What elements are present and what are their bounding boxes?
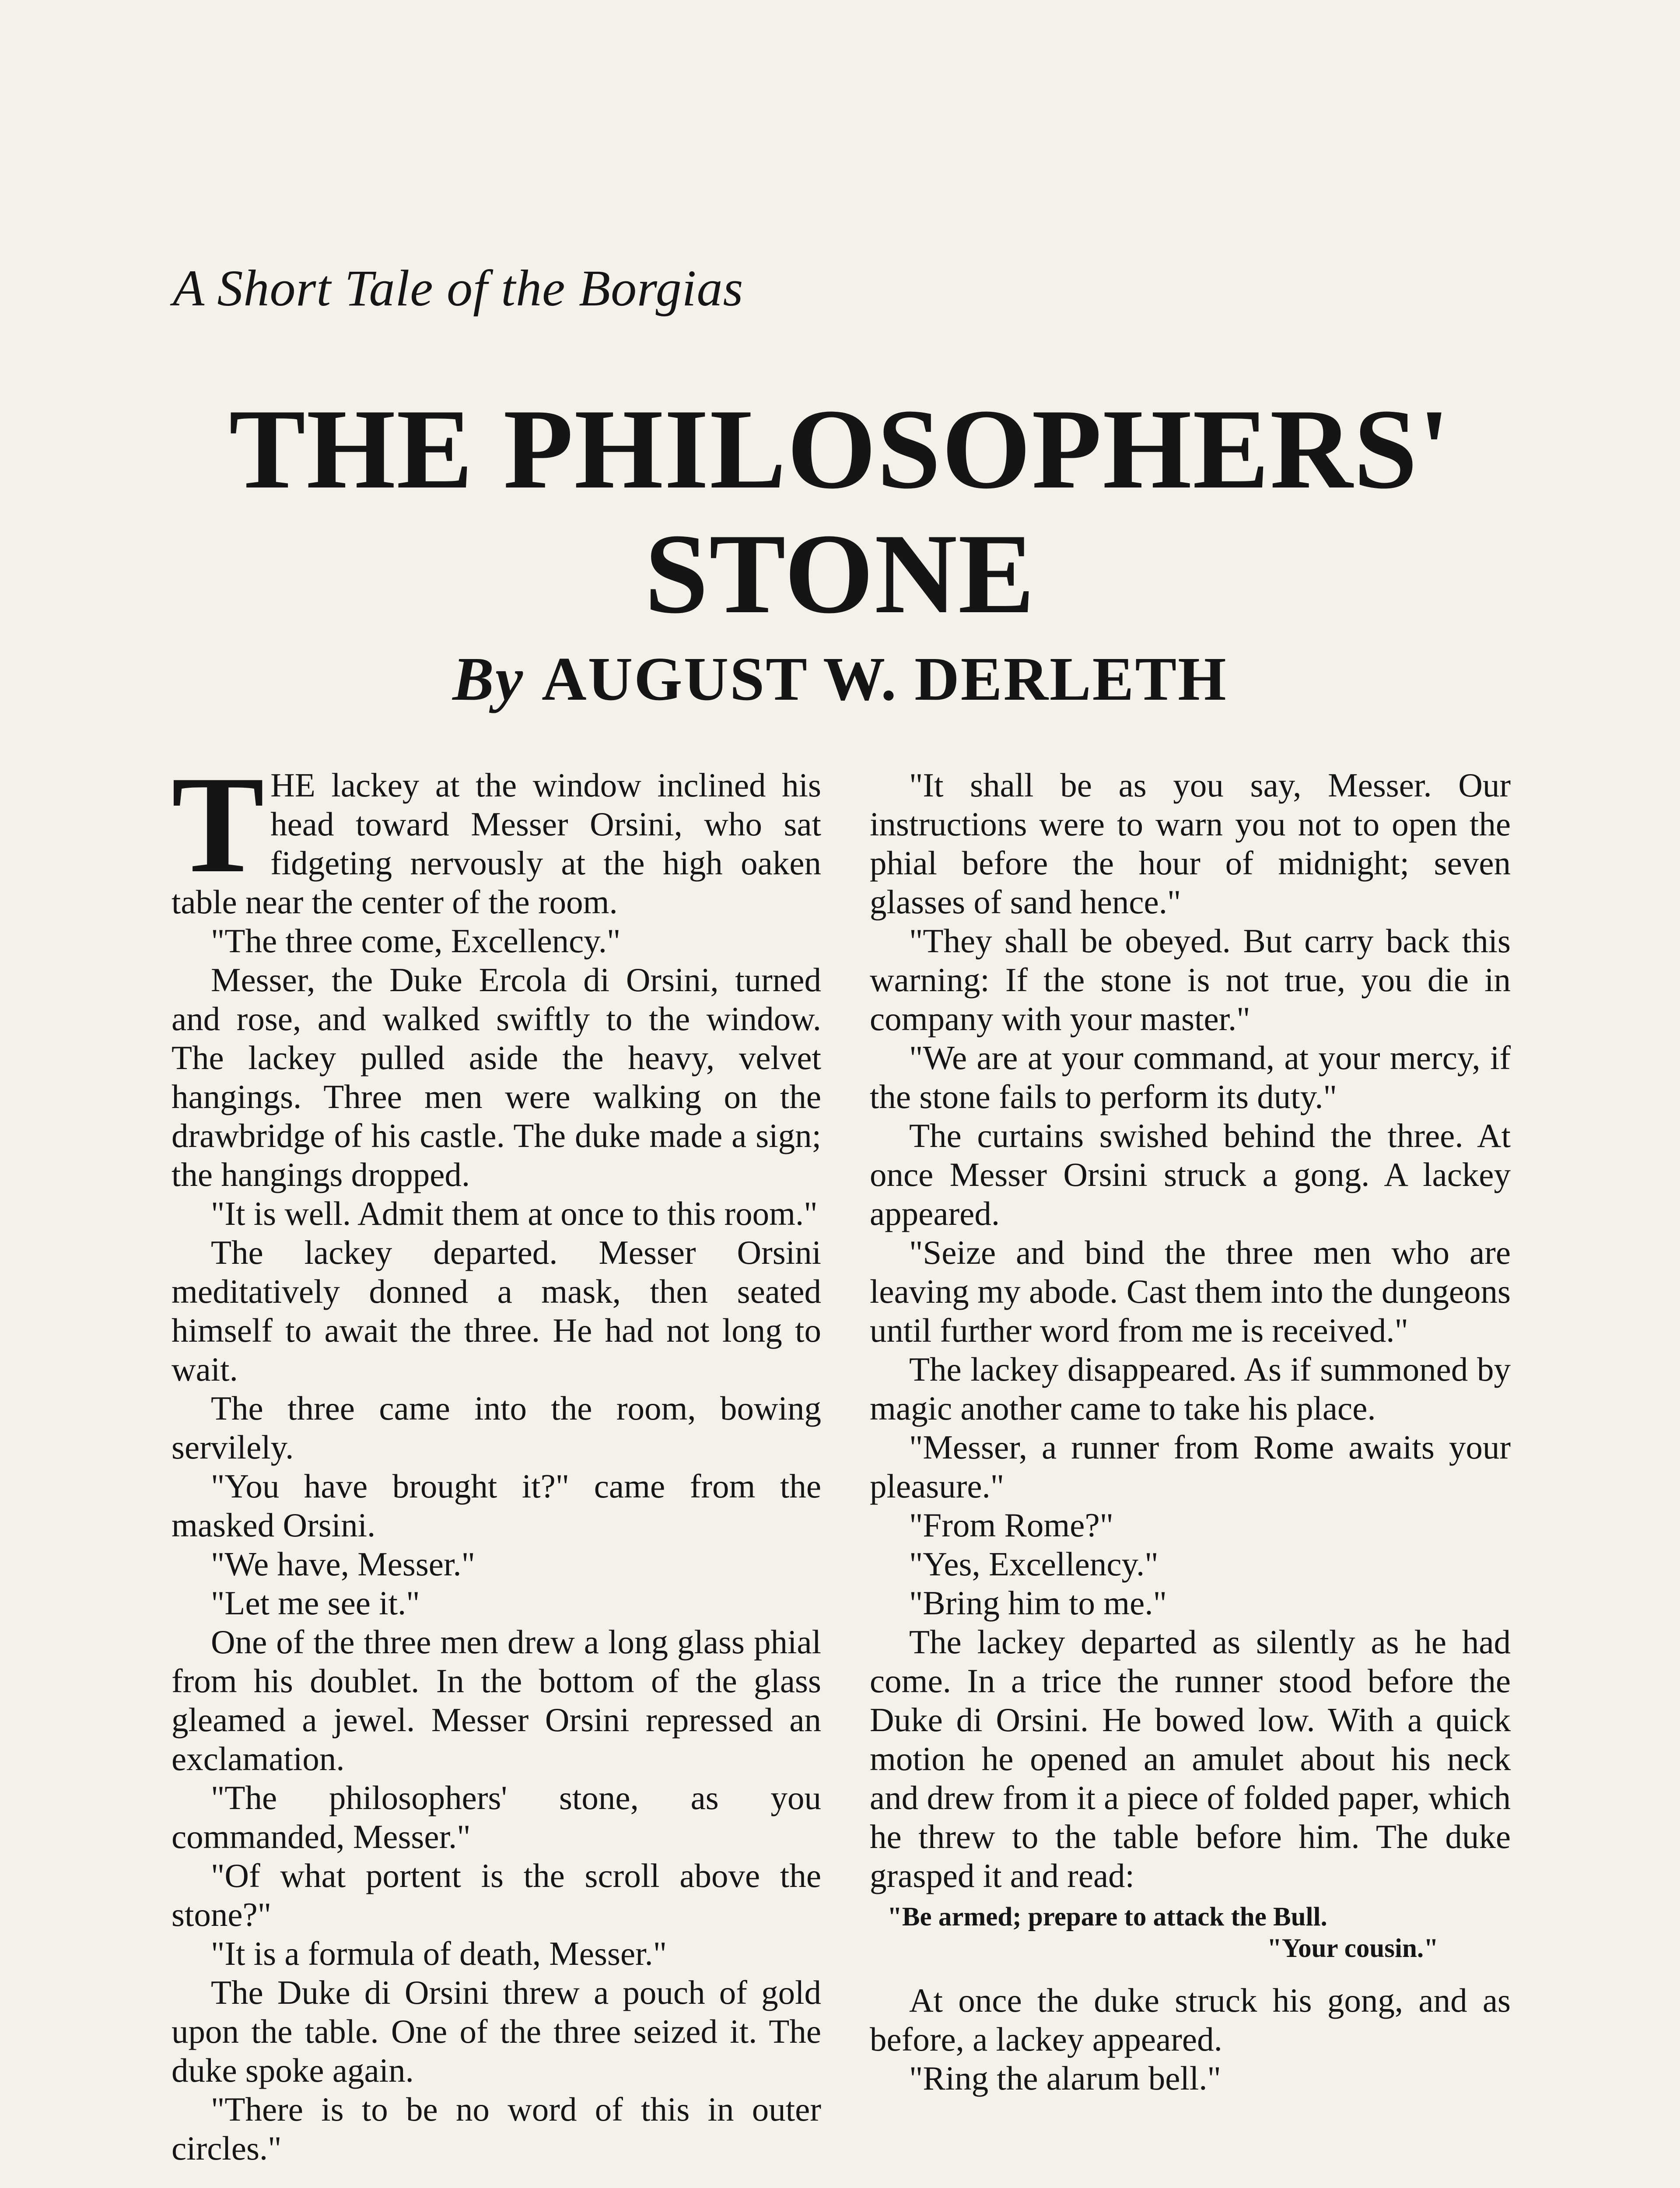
paragraph: Messer, the Duke Ercola di Orsini, turned and rose, and walked swiftly to the window. The lackey pulled aside the heavy, velvet hangings. Three men were walking on the drawbridge of his castle. The duke made a sign; the hangings dropped. [172,961,821,1193]
drop-cap: T [172,747,265,901]
paragraph: "Let me see it." [211,1584,420,1622]
paragraph: At once the duke struck his gong, and as before, a lackey appeared. [870,1981,1511,2058]
left-column [172,747,821,2168]
byline-author: AUGUST W. DERLETH [542,644,1228,713]
paragraph: "Bring him to me." [909,1584,1167,1622]
paragraph: "Yes, Excellency." [909,1545,1158,1583]
right-column [870,766,1511,2098]
letter-signature: "Your cousin." [1267,1934,1438,1963]
paragraph: The curtains swished behind the three. At once Messer Orsini struck a gong. A lackey appeared. [870,1117,1511,1232]
paragraph: "They shall be obeyed. But carry back this warning: If the stone is not true, you die in company with your master." [870,922,1511,1038]
story-kicker: A Short Tale of the Borgias [173,259,744,317]
paragraph: "The three come, Excellency." [211,922,621,960]
letter-line-1: "Be armed; prepare to attack the Bull. [887,1902,1327,1932]
paragraph: "The philosophers' stone, as you commanded, Messer." [172,1779,821,1855]
paragraph: "It shall be as you say, Messer. Our instructions were to warn you not to open the phial before the hour of midnight; seven glasses of sand hence." [870,766,1511,921]
paragraph: "Seize and bind the three men who are leaving my abode. Cast them into the dungeons until further word from me is received." [870,1234,1511,1349]
paragraph: One of the three men drew a long glass phial from his doublet. In the bottom of the glass gleamed a jewel. Messer Orsini repressed an exclamation. [172,1623,821,1778]
paragraph: The Duke di Orsini threw a pouch of gold upon the table. One of the three seized it. The duke spoke again. [172,1974,821,2089]
paragraph: The lackey departed as silently as he had come. In a trice the runner stood before the Duke di Orsini. He bowed low. With a quick motion he opened an amulet about his neck and drew from it a piece of folded paper, which he threw to the table before him. The duke grasped it and read: [870,1623,1511,1894]
paragraph: "It is a formula of death, Messer." [211,1935,667,1972]
opening-paragraph [172,747,821,922]
paragraph: "Messer, a runner from Rome awaits your pleasure." [870,1428,1511,1505]
byline-by: By [452,644,525,713]
story-title-line-1: THE PHILOSOPHERS' [229,386,1451,512]
paragraph: "There is to be no word of this in outer circles." [172,2090,821,2167]
paragraph: The lackey disappeared. As if summoned by magic another came to take his place. [870,1350,1511,1427]
paragraph: The three came into the room, bowing servilely. [172,1389,821,1466]
paragraph: "We have, Messer." [211,1545,476,1583]
byline [131,644,1549,713]
story-title-line-2: STONE [644,510,1036,637]
opening-paragraph-text: HE lackey at the window inclined his head toward Messer Orsini, who sat fidgeting nervously at the high oaken table near the center of the room. [172,766,821,921]
paragraph: "Ring the alarum bell." [909,2059,1221,2097]
paragraph: "Of what portent is the scroll above the stone?" [172,1857,821,1933]
story-title [131,386,1549,637]
paragraph: "It is well. Admit them at once to this room." [211,1195,818,1232]
paragraph: The lackey departed. Messer Orsini meditatively donned a mask, then seated himself to await the three. He had not long to wait. [172,1234,821,1388]
paragraph: "We are at your command, at your mercy, if the stone fails to perform its duty." [870,1039,1511,1115]
quoted-letter [870,1901,1511,1964]
paragraph: "From Rome?" [909,1506,1114,1544]
paragraph: "You have brought it?" came from the masked Orsini. [172,1467,821,1544]
